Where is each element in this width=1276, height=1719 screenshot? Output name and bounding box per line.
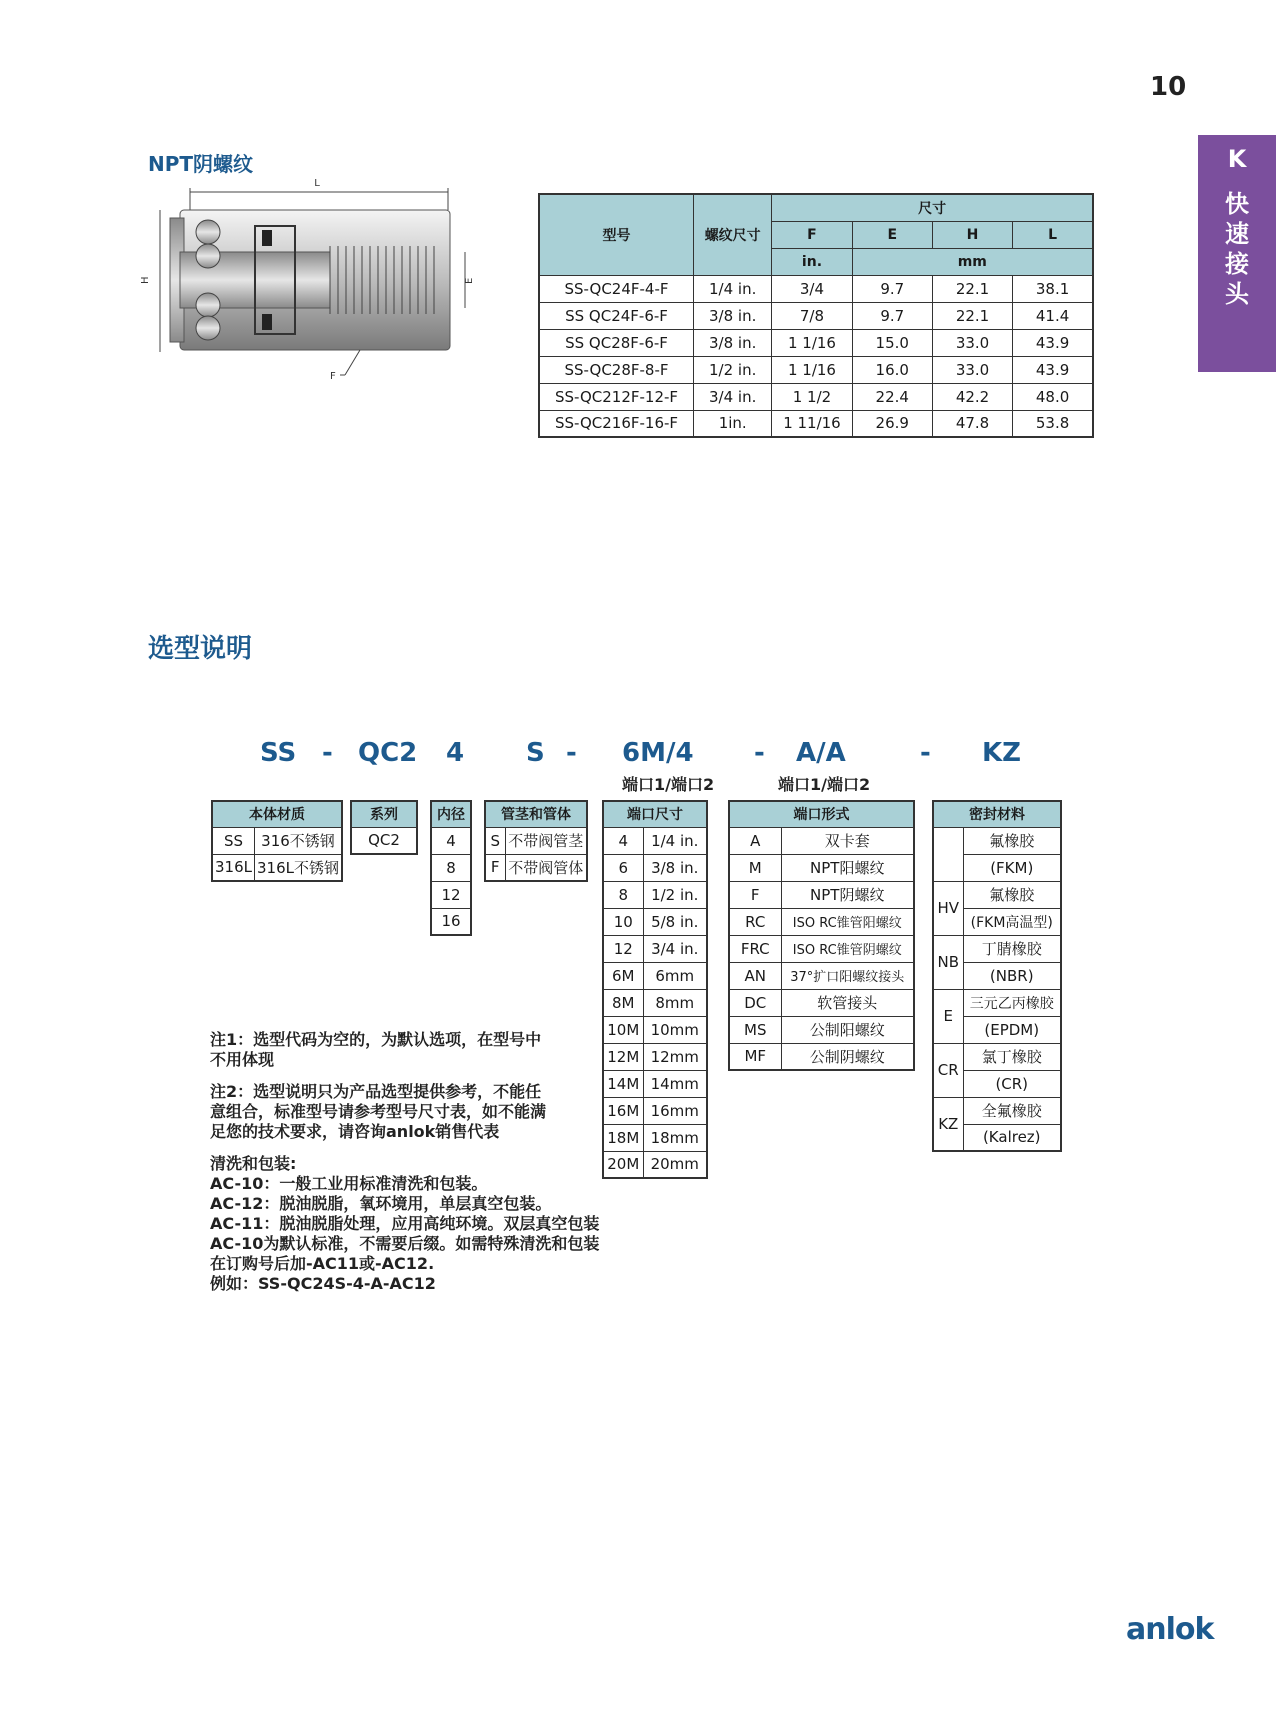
cell: 43.9 (1013, 329, 1093, 356)
cell: 3/4 in. (694, 383, 772, 410)
header-size: 尺寸 (772, 194, 1093, 221)
port-size-header: 端口尺寸 (603, 801, 707, 827)
cell: 3/8 in. (643, 854, 707, 881)
cell: 1 1/2 (772, 383, 852, 410)
table-row (539, 383, 1093, 410)
cell: 6mm (643, 962, 707, 989)
header-model: 型号 (539, 194, 694, 275)
header-l: L (1013, 221, 1093, 248)
side-tab-char: 接 (1225, 250, 1249, 278)
material-header: 本体材质 (212, 801, 342, 827)
cell: QC2 (351, 827, 417, 854)
dim-label-l: L (314, 178, 320, 189)
table-row (729, 1016, 914, 1043)
table-row (933, 1097, 1061, 1124)
cell: 10mm (643, 1016, 707, 1043)
cell: 1in. (694, 410, 772, 437)
table-row (729, 962, 914, 989)
cell: 公制阳螺纹 (781, 1016, 914, 1043)
table-row (212, 827, 342, 854)
side-tab-letter: K (1227, 145, 1247, 173)
cell: AN (729, 962, 781, 989)
header-e: E (852, 221, 932, 248)
cell: KZ (933, 1097, 963, 1151)
table-row (933, 881, 1061, 908)
code-dash: - (754, 738, 765, 768)
table-row (729, 881, 914, 908)
cell: 3/4 in. (643, 935, 707, 962)
note-line: AC-10：一般工业用标准清洗和包装。 (210, 1174, 488, 1193)
note-line: 意组合，标准型号请参考型号尺寸表，如不能满 (210, 1102, 547, 1121)
table-row (729, 989, 914, 1016)
table-row (351, 827, 417, 854)
page-number: 10 (1150, 72, 1187, 102)
cell: 33.0 (932, 356, 1012, 383)
table-row (603, 854, 707, 881)
cell: 16 (431, 908, 471, 935)
note-line: AC-12：脱油脱脂，氧环境用，单层真空包装。 (210, 1194, 552, 1213)
note-line: 足您的技术要求，请咨询anlok销售代表 (210, 1122, 500, 1141)
port-type-header: 端口形式 (729, 801, 914, 827)
header-unit-in: in. (772, 248, 852, 275)
seal-header: 密封材料 (933, 801, 1061, 827)
cell: 8M (603, 989, 643, 1016)
cell: SS QC24F-6-F (539, 302, 694, 329)
cell: 10M (603, 1016, 643, 1043)
code-stem: S (526, 738, 545, 768)
code-inner: 4 (446, 738, 465, 768)
cell: 双卡套 (781, 827, 914, 854)
cell: ISO RC锥管阴螺纹 (781, 935, 914, 962)
cell: 不带阀管体 (505, 854, 587, 881)
cell: (FKM高温型) (963, 908, 1061, 935)
table-row (729, 935, 914, 962)
cell: 20mm (643, 1151, 707, 1178)
cell: M (729, 854, 781, 881)
cell: 26.9 (852, 410, 932, 437)
table-row (933, 1043, 1061, 1070)
cell: F (729, 881, 781, 908)
series-table (350, 800, 418, 855)
cell: 7/8 (772, 302, 852, 329)
cell: 三元乙丙橡胶 (963, 989, 1061, 1016)
cell: 8 (603, 881, 643, 908)
cell: (Kalrez) (963, 1124, 1061, 1151)
table-row (603, 962, 707, 989)
table-row (539, 275, 1093, 302)
cell: 氯丁橡胶 (963, 1043, 1061, 1070)
table-row (212, 854, 342, 881)
table-row (603, 1070, 707, 1097)
cell: F (485, 854, 505, 881)
cell: 38.1 (1013, 275, 1093, 302)
header-f: F (772, 221, 852, 248)
cell: 12 (603, 935, 643, 962)
note-line: 注1：选型代码为空的，为默认选项，在型号中 (210, 1030, 542, 1049)
note-line: 注2：选型说明只为产品选型提供参考，不能任 (210, 1082, 542, 1101)
cell: 316不锈钢 (255, 827, 343, 854)
note-line: AC-11：脱油脱脂处理，应用高纯环境。双层真空包装 (210, 1214, 600, 1233)
cell: ISO RC锥管阳螺纹 (781, 908, 914, 935)
cell: 9.7 (852, 275, 932, 302)
cell: 氟橡胶 (963, 881, 1061, 908)
side-tab-char: 速 (1225, 220, 1249, 248)
side-tab-char: 快 (1225, 190, 1249, 218)
cell: 1 1/16 (772, 329, 852, 356)
cell: 全氟橡胶 (963, 1097, 1061, 1124)
cell: SS (212, 827, 255, 854)
table-row (539, 356, 1093, 383)
header-unit-mm: mm (852, 248, 1093, 275)
cell: 1/2 in. (694, 356, 772, 383)
table-row (431, 854, 471, 881)
cell: SS-QC28F-8-F (539, 356, 694, 383)
table-row (603, 935, 707, 962)
cell: 37°扩口阳螺纹接头 (781, 962, 914, 989)
cell: 1 11/16 (772, 410, 852, 437)
header-thread: 螺纹尺寸 (694, 194, 772, 275)
note-line: 不用体现 (210, 1050, 275, 1069)
cell: 316L不锈钢 (255, 854, 343, 881)
cell: S (485, 827, 505, 854)
cell: 不带阀管茎 (505, 827, 587, 854)
cell: 丁腈橡胶 (963, 935, 1061, 962)
cell: NB (933, 935, 963, 989)
cell: HV (933, 881, 963, 935)
cell: (FKM) (963, 854, 1061, 881)
side-tab-char: 头 (1225, 280, 1249, 308)
cell: NPT阴螺纹 (781, 881, 914, 908)
table-row (485, 827, 587, 854)
note-2 (210, 1082, 546, 1142)
cell: 1/4 in. (694, 275, 772, 302)
cell: 12M (603, 1043, 643, 1070)
cell: 22.1 (932, 275, 1012, 302)
cell: 4 (431, 827, 471, 854)
cell: SS-QC216F-16-F (539, 410, 694, 437)
material-table (211, 800, 343, 882)
coupling-diagram (140, 170, 490, 390)
cell: CR (933, 1043, 963, 1097)
note-1 (210, 1030, 541, 1070)
cell: (NBR) (963, 962, 1061, 989)
cell: 6M (603, 962, 643, 989)
cell: NPT阳螺纹 (781, 854, 914, 881)
cell: (EPDM) (963, 1016, 1061, 1043)
cell: E (933, 989, 963, 1043)
table-row (933, 935, 1061, 962)
table-row (603, 989, 707, 1016)
cell: 1 1/16 (772, 356, 852, 383)
cell: 43.9 (1013, 356, 1093, 383)
dim-label-e: E (464, 277, 475, 284)
cell: 316L (212, 854, 255, 881)
stem-table (484, 800, 588, 882)
inner-header: 内径 (431, 801, 471, 827)
cell: 53.8 (1013, 410, 1093, 437)
cell: 18mm (643, 1124, 707, 1151)
table-row (539, 329, 1093, 356)
cell: 3/8 in. (694, 329, 772, 356)
cell: 16M (603, 1097, 643, 1124)
table-row (603, 1016, 707, 1043)
cell: 软管接头 (781, 989, 914, 1016)
cell: MS (729, 1016, 781, 1043)
code-port-size: 6M/4 (622, 738, 694, 768)
cell: 41.4 (1013, 302, 1093, 329)
table-row (729, 908, 914, 935)
table-row (431, 908, 471, 935)
cell: RC (729, 908, 781, 935)
cell: 16.0 (852, 356, 932, 383)
cell: 氟橡胶 (963, 827, 1061, 854)
cleaning-notes (210, 1154, 599, 1294)
table-row (933, 989, 1061, 1016)
table-row (603, 827, 707, 854)
table-row (539, 302, 1093, 329)
seal-table (932, 800, 1062, 1152)
selection-title: 选型说明 (148, 634, 253, 664)
cell: 3/8 in. (694, 302, 772, 329)
note-line: AC-10为默认标准，不需要后缀。如需特殊清洗和包装 (210, 1234, 600, 1253)
port-type-table (728, 800, 915, 1071)
header-h: H (932, 221, 1012, 248)
cell: 42.2 (932, 383, 1012, 410)
table-row (933, 827, 1061, 854)
cell: 47.8 (932, 410, 1012, 437)
cell: 3/4 (772, 275, 852, 302)
table-row (603, 908, 707, 935)
table-row (485, 854, 587, 881)
cell: 33.0 (932, 329, 1012, 356)
table-row (603, 1043, 707, 1070)
cell: 9.7 (852, 302, 932, 329)
code-dash: - (920, 738, 931, 768)
table-row (729, 854, 914, 881)
code-dash: - (566, 738, 577, 768)
cell: SS QC28F-6-F (539, 329, 694, 356)
cell: 14mm (643, 1070, 707, 1097)
note-line: 清洗和包装: (210, 1154, 297, 1173)
cell: FRC (729, 935, 781, 962)
table-row (603, 1097, 707, 1124)
inner-table (430, 800, 472, 936)
code-material: SS (260, 738, 297, 768)
code-dash: - (322, 738, 333, 768)
anlok-logo: anlok (1126, 1612, 1214, 1647)
cell: 22.4 (852, 383, 932, 410)
cell: 16mm (643, 1097, 707, 1124)
table-row (539, 410, 1093, 437)
cell: MF (729, 1043, 781, 1070)
cell: SS-QC24F-4-F (539, 275, 694, 302)
port-size-table (602, 800, 708, 1179)
cell: 12mm (643, 1043, 707, 1070)
table-row (431, 881, 471, 908)
cell: 公制阴螺纹 (781, 1043, 914, 1070)
cell: 18M (603, 1124, 643, 1151)
table-row (431, 827, 471, 854)
code-port-type: A/A (796, 738, 846, 768)
cell: A (729, 827, 781, 854)
code-series: QC2 (358, 738, 418, 768)
cell: 48.0 (1013, 383, 1093, 410)
cell: 10 (603, 908, 643, 935)
cell: SS-QC212F-12-F (539, 383, 694, 410)
table-row (603, 1124, 707, 1151)
cell: 20M (603, 1151, 643, 1178)
cell: (CR) (963, 1070, 1061, 1097)
cell: 1/2 in. (643, 881, 707, 908)
cell (933, 827, 963, 881)
cell: 8mm (643, 989, 707, 1016)
cell: 4 (603, 827, 643, 854)
cell: 6 (603, 854, 643, 881)
table-row (729, 1043, 914, 1070)
table-row (603, 881, 707, 908)
side-tab (1198, 135, 1276, 372)
dim-label-h: H (140, 276, 151, 284)
cell: 1/4 in. (643, 827, 707, 854)
code-sub-port-type: 端口1/端口2 (778, 775, 871, 794)
cell: 5/8 in. (643, 908, 707, 935)
cell: DC (729, 989, 781, 1016)
dimension-table (538, 193, 1094, 438)
series-header: 系列 (351, 801, 417, 827)
cell: 22.1 (932, 302, 1012, 329)
table-row (729, 827, 914, 854)
dim-label-f: F (330, 371, 336, 382)
cell: 8 (431, 854, 471, 881)
table-row (603, 1151, 707, 1178)
note-line: 例如：SS-QC24S-4-A-AC12 (210, 1274, 436, 1293)
stem-header: 管茎和管体 (485, 801, 587, 827)
cell: 14M (603, 1070, 643, 1097)
cell: 15.0 (852, 329, 932, 356)
code-sub-port-size: 端口1/端口2 (622, 775, 715, 794)
note-line: 在订购号后加-AC11或-AC12. (210, 1254, 435, 1273)
code-seal: KZ (982, 738, 1021, 768)
npt-section-title: NPT阴螺纹 (148, 152, 254, 176)
cell: 12 (431, 881, 471, 908)
